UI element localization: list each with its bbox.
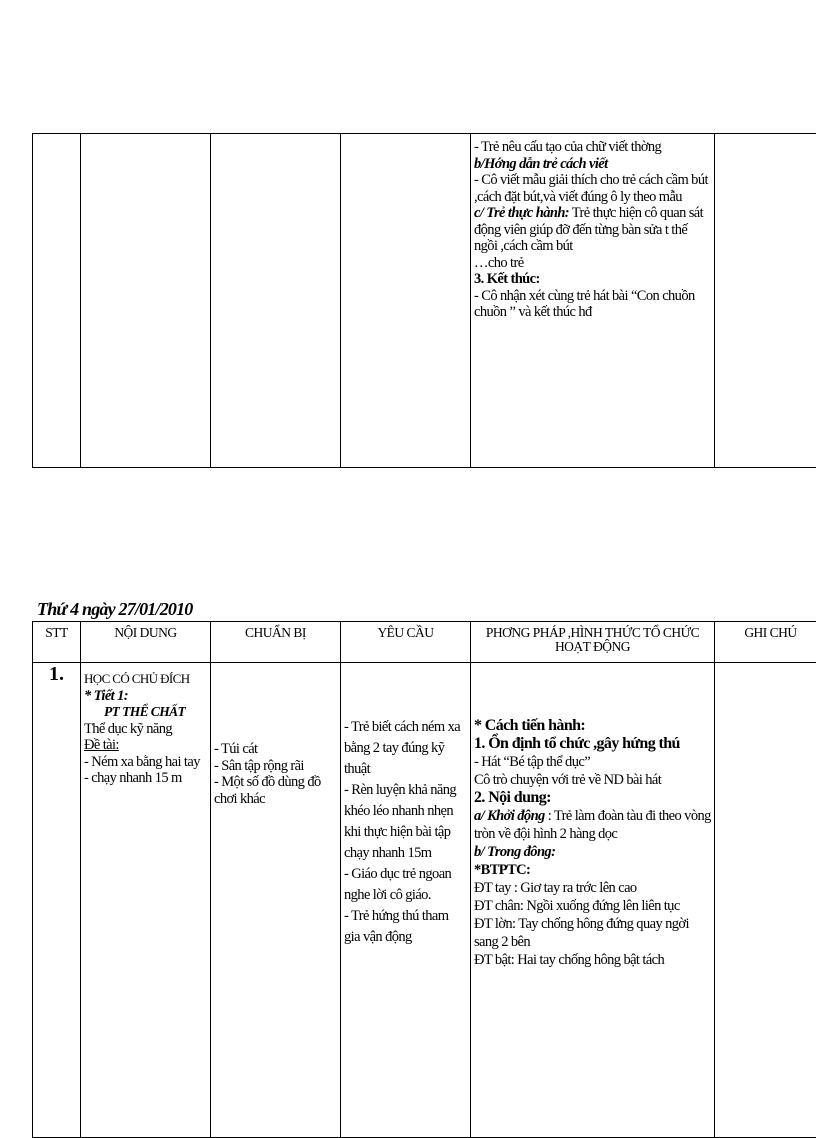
header-content: NỘI DUNG: [81, 622, 211, 663]
method-text: [474, 717, 711, 969]
method-cell: [471, 134, 715, 468]
method-line: - Cô viết mẫu giải thích cho trẻ cách cầm bút ,cách đặt bút,và viết đúng ô ly theo mẫu: [474, 172, 711, 205]
method-line: Cô trò chuyện với trẻ về ND bài hát: [474, 771, 711, 789]
requirement-cell: [341, 663, 471, 1138]
header-row: [33, 622, 816, 663]
method-line: ĐT tay : Giơ tay ra trớc lên cao: [474, 879, 711, 897]
table-row: [33, 134, 816, 468]
method-line: ĐT chân: Ngồi xuống đứng lên liên tục: [474, 897, 711, 915]
topic-detail: - Ném xa bằng hai tay - chạy nhanh 15 m: [84, 754, 207, 787]
stt-cell: [33, 134, 81, 468]
prep-item: - Túi cát: [214, 741, 337, 758]
method-line-text: : Trẻ làm đoàn tàu đi theo vòng tròn về đội hình 2 hàng dọc: [474, 808, 711, 842]
method-line: [474, 205, 711, 255]
method-line: - Hát “Bé tập thể dục”: [474, 753, 711, 771]
requirement-item: - Giáo dục trẻ ngoan nghe lời cô giáo.: [344, 864, 467, 906]
requirement-cell: [341, 134, 471, 468]
prep-item: - Sân tập rộng rãi: [214, 758, 337, 775]
method-line: - Cô nhận xét cùng trẻ hát bài “Con chuồn chuồn ” và kết thúc hđ: [474, 288, 711, 321]
content-cell: [81, 134, 211, 468]
method-line-label: a/ Khởi động: [474, 808, 545, 824]
method-line: * Cách tiến hành:: [474, 717, 711, 735]
continuation-table: [32, 133, 816, 468]
prep-cell: [211, 134, 341, 468]
method-line: - Trẻ nêu cấu tạo của chữ viết thờng: [474, 139, 711, 156]
method-line-text: Trẻ thực hiện cô quan sát động viên giúp đỡ đến từng bàn sửa t thế ngồi ,cách cầm bút: [474, 205, 703, 254]
method-line: *BTPTC:: [474, 861, 711, 879]
requirement-item: - Rèn luyện khả năng khéo léo nhanh nhẹn khi thực hiện bài tập chạy nhanh 15m: [344, 780, 467, 864]
method-line: 1. Ổn định tổ chức ,gây hứng thú: [474, 735, 711, 753]
requirement-list: [344, 717, 467, 948]
method-line: ĐT lờn: Tay chống hông đứng quay ngời sang 2 bên: [474, 915, 711, 951]
header-stt: STT: [33, 622, 81, 663]
header-requirement: YÊU CẦU: [341, 622, 471, 663]
header-note: GHI CHÚ: [715, 622, 816, 663]
tiet-label: * Tiết 1:: [84, 688, 207, 705]
topic-heading: Đề tài:: [84, 737, 207, 754]
day-title: Thứ 4 ngày 27/01/2010: [37, 599, 193, 620]
note-cell: [715, 134, 816, 468]
method-line: 2. Nội dung:: [474, 789, 711, 807]
prep-item: - Một số đồ dùng đồ chơi khác: [214, 774, 337, 807]
method-line: b/ Trong đông:: [474, 843, 711, 861]
method-line: ĐT bật: Hai tay chống hông bật tách: [474, 951, 711, 969]
note-cell: [715, 663, 816, 1138]
content-cell: [81, 663, 211, 1138]
lesson-table: [32, 621, 816, 1138]
skill-label: Thể dục kỹ năng: [84, 721, 207, 738]
method-line-label: c/ Trẻ thực hành:: [474, 205, 569, 221]
table-row: [33, 663, 816, 1138]
header-prep: CHUẨN BỊ: [211, 622, 341, 663]
header-method: PHƠNG PHÁP ,HÌNH THỨC TỔ CHỨC HOẠT ĐỘNG: [471, 622, 715, 663]
requirement-item: - Trẻ biết cách ném xa bằng 2 tay đúng kỹ thuật: [344, 717, 467, 780]
method-cell: [471, 663, 715, 1138]
method-line: b/Hớng dẫn trẻ cách viết: [474, 156, 711, 173]
prep-list: [214, 741, 337, 807]
topic-label: HỌC CÓ CHỦ ĐÍCH: [84, 671, 207, 688]
prep-cell: [211, 663, 341, 1138]
subject-label: PT THỂ CHẤT: [84, 704, 207, 721]
requirement-item: - Trẻ hứng thú tham gia vận động: [344, 906, 467, 948]
method-text: [474, 139, 711, 321]
method-line: 3. Kết thúc:: [474, 271, 711, 288]
method-line: …cho trẻ: [474, 255, 711, 272]
method-line: [474, 807, 711, 843]
stt-cell: 1.: [33, 663, 81, 1138]
